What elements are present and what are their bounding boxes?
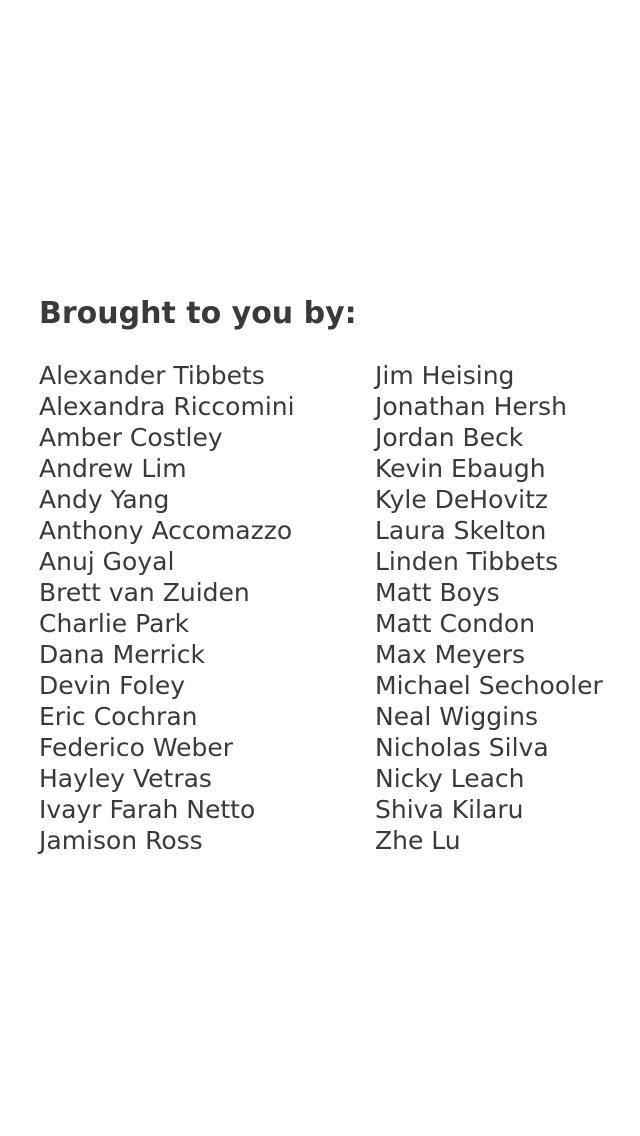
credit-name: Max Meyers <box>375 640 526 669</box>
credit-name: Neal Wiggins <box>375 702 538 731</box>
credit-name: Matt Condon <box>375 609 536 638</box>
credit-name: Federico Weber <box>39 733 234 762</box>
credit-name: Jonathan Hersh <box>375 392 567 421</box>
credit-name: Ivayr Farah Netto <box>39 795 256 824</box>
credit-name: Nicholas Silva <box>375 733 549 762</box>
credit-name: Shiva Kilaru <box>375 795 524 824</box>
credits-left-column <box>39 360 295 856</box>
credit-name: Kyle DeHovitz <box>375 485 549 514</box>
credit-name: Alexander Tibbets <box>39 361 265 390</box>
credit-name: Jordan Beck <box>375 423 524 452</box>
credits-heading: Brought to you by: <box>39 296 357 331</box>
credit-name: Zhe Lu <box>375 826 461 855</box>
credit-name: Anthony Accomazzo <box>39 516 293 545</box>
credit-name: Hayley Vetras <box>39 764 212 793</box>
credit-name: Nicky Leach <box>375 764 525 793</box>
credit-name: Charlie Park <box>39 609 190 638</box>
credit-name: Brett van Zuiden <box>39 578 250 607</box>
credit-name: Linden Tibbets <box>375 547 559 576</box>
credit-name: Andy Yang <box>39 485 170 514</box>
credit-name: Devin Foley <box>39 671 186 700</box>
credit-name: Kevin Ebaugh <box>375 454 546 483</box>
credit-name: Jamison Ross <box>39 826 203 855</box>
credit-name: Eric Cochran <box>39 702 198 731</box>
credit-name: Michael Sechooler <box>375 671 603 700</box>
credit-name: Andrew Lim <box>39 454 187 483</box>
credit-name: Matt Boys <box>375 578 500 607</box>
credit-name: Amber Costley <box>39 423 223 452</box>
credit-name: Dana Merrick <box>39 640 205 669</box>
credit-name: Jim Heising <box>375 361 515 390</box>
credits-right-column <box>375 360 603 856</box>
credit-name: Anuj Goyal <box>39 547 175 576</box>
credit-name: Alexandra Riccomini <box>39 392 295 421</box>
credit-name: Laura Skelton <box>375 516 547 545</box>
